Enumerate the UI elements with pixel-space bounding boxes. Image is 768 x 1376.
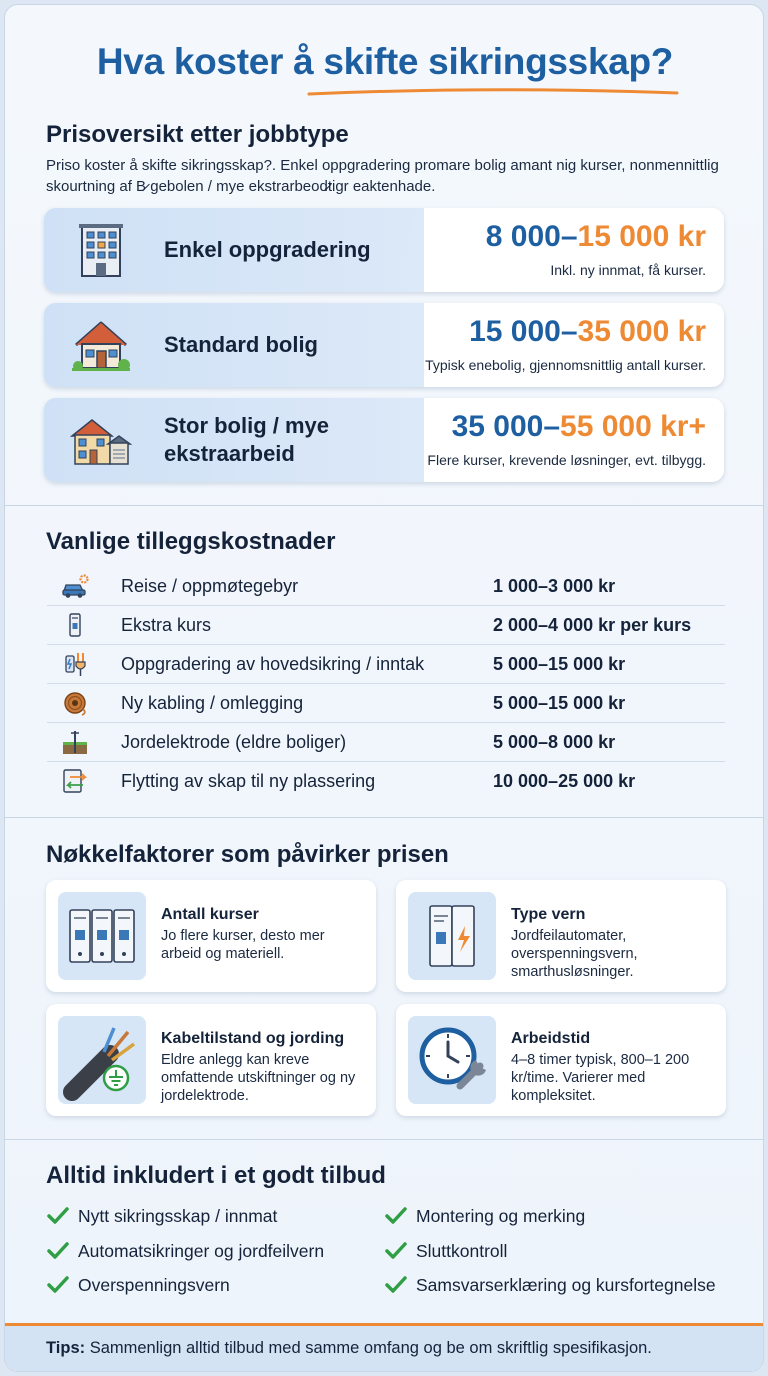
extra-cost-value: 2 000–4 000 kr per kurs: [493, 615, 692, 635]
included-item: Montering og merking: [416, 1206, 585, 1227]
price-note: Flere kurser, krevende løsninger, evt. tilbygg.: [427, 452, 706, 468]
page-title: Hva koster å skifte sikringsskap?: [96, 41, 674, 82]
price-note: Typisk enebolig, gjennomsnittlig antall kurser.: [425, 357, 706, 373]
price-card-simple: [44, 208, 724, 292]
section-divider: [5, 505, 764, 506]
extras-section-heading: Vanlige tilleggskostnader: [46, 528, 336, 555]
section-divider: [5, 1139, 764, 1140]
included-section-heading: Alltid inkludert i et godt tilbud: [46, 1162, 386, 1189]
check-icon: [384, 1240, 408, 1262]
circuit-breaker-icon: [61, 611, 89, 639]
car-gear-icon: [61, 572, 89, 600]
check-icon: [46, 1205, 70, 1227]
table-row: [47, 606, 725, 645]
price-card-label: Enkel oppgradering: [164, 237, 371, 262]
cable-spool-icon: [61, 689, 89, 717]
extra-cost-name: Jordelektrode (eldre boliger): [121, 732, 347, 752]
included-item: Samsvarserklæring og kursfortegnelse: [416, 1275, 716, 1296]
extra-cost-name: Oppgradering av hovedsikring / inntak: [121, 654, 425, 674]
price-section-intro: Priso koster å skifte sikringsskap?. Enkel oppgradering promare bolig amant nig kurser, nonmennittlig skourtning af B̷ gebolen / mye ekstrarbeod̷tigr eaktenhade.: [46, 157, 719, 195]
factor-description: Jo flere kurser, desto mer arbeid og materiell.: [161, 928, 325, 962]
factor-card-protection: [396, 880, 726, 992]
extra-cost-value: 5 000–15 000 kr: [493, 654, 626, 674]
extra-cost-name: Ekstra kurs: [121, 615, 212, 635]
rcd-breaker-icon: [408, 892, 496, 980]
large-house-garage-icon: [70, 410, 132, 472]
check-icon: [46, 1240, 70, 1262]
check-icon: [384, 1274, 408, 1296]
included-item: Automatsikringer og jordfeilvern: [78, 1241, 324, 1262]
factor-description: 4–8 timer typisk, 800–1 200 kr/time. Varierer med kompleksitet.: [511, 1052, 690, 1104]
factor-card-worktime: [396, 1004, 726, 1116]
factor-title: Kabeltilstand og jording: [161, 1030, 345, 1047]
extra-cost-value: 10 000–25 000 kr: [493, 771, 636, 791]
table-row: [47, 762, 725, 801]
factor-title: Type vern: [511, 906, 586, 923]
factor-card-cabling: [46, 1004, 376, 1116]
main-fuse-icon: [61, 650, 89, 678]
price-range: 8 000–15 000 kr: [485, 220, 706, 253]
extra-cost-value: 1 000–3 000 kr: [493, 576, 616, 596]
factor-card-circuits: [46, 880, 376, 992]
table-row: [47, 567, 725, 606]
price-card-label: Stor bolig / mye ekstraarbeid: [164, 413, 330, 466]
ground-electrode-icon: [61, 728, 89, 756]
table-row: [47, 645, 725, 684]
section-divider: [5, 817, 764, 818]
table-row: [47, 723, 725, 762]
price-range: 15 000–35 000 kr: [469, 315, 706, 348]
cable-ground-icon: [58, 1016, 146, 1104]
table-row: [47, 684, 725, 723]
extra-cost-name: Ny kabling / omlegging: [121, 693, 304, 713]
factor-title: Arbeidstid: [511, 1030, 591, 1047]
extra-cost-name: Flytting av skap til ny plassering: [121, 771, 376, 791]
infographic-page: [4, 4, 764, 1372]
tips-body: Sammenlign alltid tilbud med samme omfang og be om skriftlig spesifikasjon.: [85, 1339, 652, 1357]
extras-table: [47, 567, 725, 801]
tips-bar: [5, 1323, 764, 1372]
included-item: Sluttkontroll: [416, 1241, 507, 1262]
check-icon: [46, 1274, 70, 1296]
factor-description: Eldre anlegg kan kreve omfattende utskiftninger og ny jordelektrode.: [161, 1052, 356, 1104]
price-card-standard: [44, 303, 724, 387]
tips-text: [46, 1339, 652, 1358]
price-card-large: [44, 398, 724, 482]
relocate-panel-icon: [61, 767, 89, 795]
extra-cost-value: 5 000–8 000 kr: [493, 732, 616, 752]
price-note: Inkl. ny innmat, få kurser.: [550, 262, 706, 278]
tips-label: Tips:: [46, 1339, 86, 1357]
breaker-panel-icon: [58, 892, 146, 980]
check-icon: [384, 1205, 408, 1227]
factors-section-heading: Nøkkelfaktorer som påvirker prisen: [46, 841, 449, 868]
title-underline: [305, 85, 685, 99]
house-icon: [70, 315, 132, 377]
price-card-label: Standard bolig: [164, 332, 318, 357]
extra-cost-name: Reise / oppmøtegebyr: [121, 576, 299, 596]
price-section-heading: Prisoversikt etter jobbtype: [46, 121, 349, 148]
included-item: Overspenningsvern: [78, 1275, 230, 1296]
extra-cost-value: 5 000–15 000 kr: [493, 693, 626, 713]
apartment-building-icon: [70, 220, 132, 282]
factor-description: Jordfeilautomater, overspenningsvern, smarthusløsninger.: [511, 928, 638, 980]
price-range: 35 000–55 000 kr+: [451, 410, 706, 443]
included-item: Nytt sikringsskap / innmat: [78, 1206, 277, 1227]
clock-wrench-icon: [408, 1016, 496, 1104]
factor-title: Antall kurser: [161, 906, 259, 923]
